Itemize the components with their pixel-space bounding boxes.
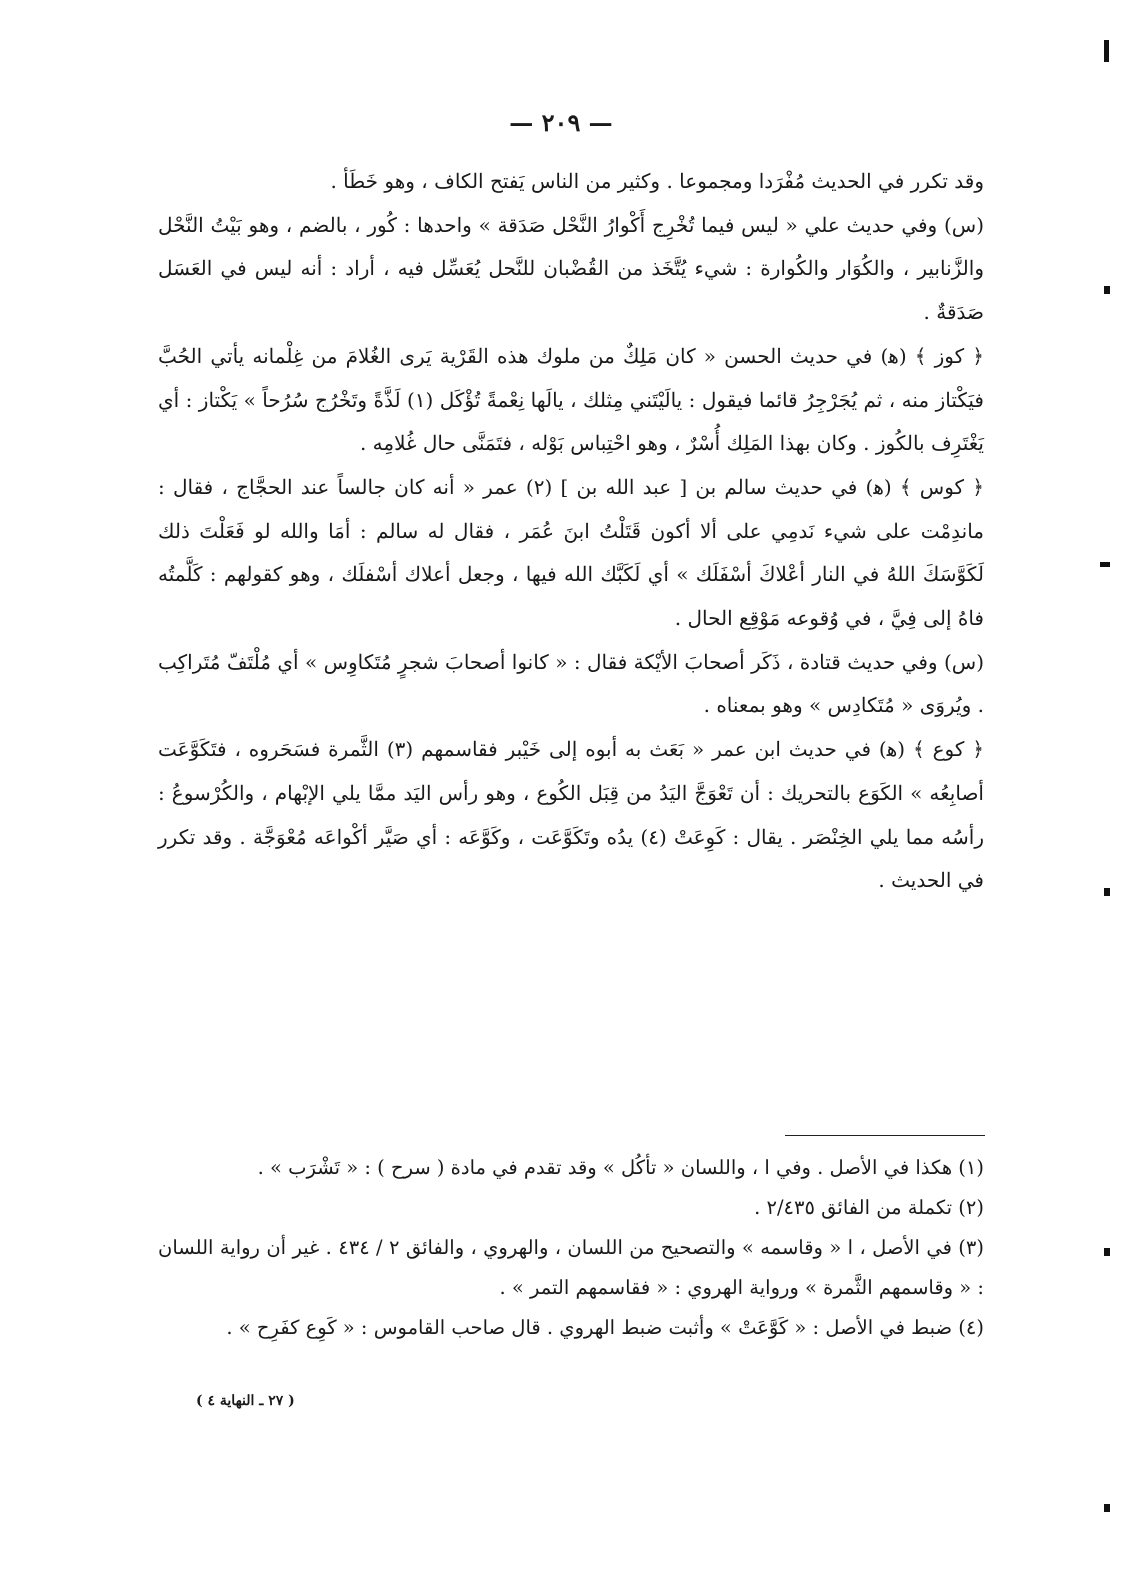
paragraph: ﴿ كوع ﴾ (ﻫ) في حديث ابن عمر « بَعَث به أبوه إلى خَيْبر فقاسمهم (٣) الثَّمرة فسَحَروه ، فتَكَوَّعَت أصابِعُه » الكَوَع بالتحريك : أن تَعْوَجَّ اليَدُ من قِبَل الكُوع ، وهو رأس اليَد ممَّا يلي الإبْهام ، والكُرْسوعُ : رأسُه مما يلي الخِنْصَر . يقال : كَوِعَتْ (٤) يدُه وتَكَوَّعَت ، وكَوَّعَه : أي صَيَّر أكْواعَه مُعْوَجَّة . وقد تكرر في الحديث .	[158, 737, 984, 893]
footnote: (١) هكذا في الأصل . وفي ا ، واللسان « تأكُل » وقد تقدم في مادة ( سرح ) : « تَشْرَب » .	[257, 1156, 984, 1179]
main-text	[158, 160, 984, 903]
scan-edge-mark	[1104, 286, 1110, 294]
scan-edge-mark	[1104, 888, 1110, 896]
scan-edge-mark	[1100, 562, 1110, 567]
scan-edge-mark	[1104, 1504, 1110, 1512]
footnote-separator	[785, 1135, 985, 1136]
footnote: (٢) تكملة من الفائق ٢/٤٣٥ .	[754, 1196, 984, 1219]
footnotes	[158, 1148, 984, 1348]
footnote: (٣) في الأصل ، ا « وقاسمه » والتصحيح من اللسان ، والهروي ، والفائق ٢ / ٤٣٤ . غير أن رواية اللسان : « وقاسمهم الثَّمرة » ورواية الهروي : « فقاسمهم التمر » .	[158, 1236, 984, 1299]
paragraph: (س) وفي حديث علي « ليس فيما تُخْرِج أَكْوارُ النَّحْل صَدَقة » واحدها : كُور ، بالضم ، وهو بَيْتُ النَّحْل والزَّنابير ، والكُوَار والكُوارة : شيء يُتَّخَذ من القُضْبان للنَّحل يُعَسِّل فيه ، أراد : أنه ليس في العَسَل صَدَقةٌ .	[158, 212, 984, 325]
paragraph: (س) وفي حديث قتادة ، ذَكَر أصحابَ الأيْكة فقال : « كانوا أصحابَ شجرٍ مُتَكاوِس » أي مُلْتَفّ مُتَراكِب . ويُروَى « مُتَكادِس » وهو بمعناه .	[158, 649, 985, 718]
paragraph: ﴿ كوس ﴾ (ﻫ) في حديث سالم بن [ عبد الله بن ] (٢) عمر « أنه كان جالساً عند الحجَّاج ، فقال : ماندِمْت على شيء نَدمِي على ألا أكون قَتَلْتُ ابنَ عُمَر ، فقال له سالم : أمَا والله لو فَعَلْتَ ذلك لَكَوَّسَكَ اللهُ في النار أعْلاكَ أسْفَلَك » أي لَكَبَّك الله فيها ، وجعل أعلاك أسْفلَك ، وهو كقولهم : كَلَّمتُه فاهُ إلى فِيَّ ، في وُقوعه مَوْقِع الحال .	[158, 474, 984, 631]
paragraph: ﴿ كوز ﴾ (ﻫ) في حديث الحسن « كان مَلِكٌ من ملوك هذه القَرْية يَرى الغُلامَ من غِلْمانه يأتي الحُبَّ فيَكْتاز منه ، ثم يُجَرْجِرُ قائما فيقول : يالَيْتَني مِثلك ، يالَها نِعْمةً تُؤْكَل (١) لَذَّةً وتَخْرُج سُرُحاً » يَكْتاز : أي يَغْتَرِف بالكُوز . وكان بهذا المَلِك أُسْرٌ ، وهو احْتِباس بَوْله ، فتَمَنَّى حال غُلامِه .	[158, 343, 984, 456]
scan-edge-mark	[1104, 1248, 1110, 1256]
page-number: — ٢٠٩ —	[509, 108, 613, 137]
signature-mark: ( ٢٧ ـ النهاية ٤ )	[196, 1393, 295, 1409]
scan-edge-mark	[1104, 40, 1109, 62]
paragraph: وقد تكرر في الحديث مُفْرَدا ومجموعا . وكثير من الناس يَفتح الكاف ، وهو خَطَأ .	[330, 169, 984, 193]
footnote: (٤) ضبط في الأصل : « كَوَّعَتْ » وأثبت ضبط الهروي . قال صاحب القاموس : « كَوِع كفَرِح » .	[226, 1316, 984, 1339]
